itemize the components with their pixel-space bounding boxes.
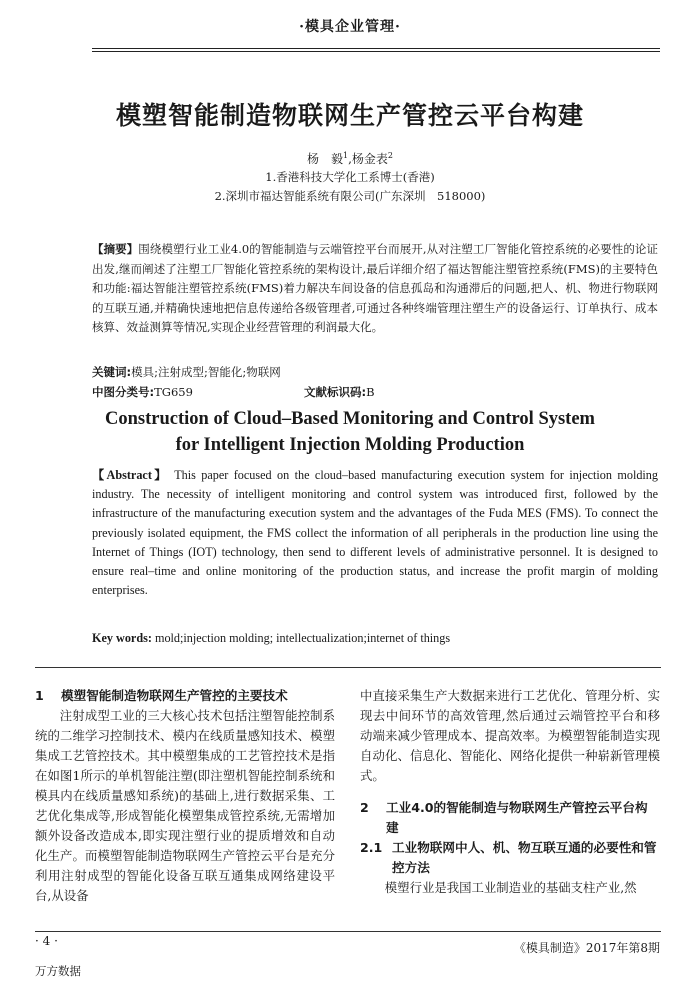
section-2-title: 工业4.0的智能制造与物联网生产管控云平台构建 [386, 800, 648, 835]
section-1-heading [35, 686, 335, 706]
section-1-paragraph-continued: 中直接采集生产大数据来进行工艺优化、管理分析、实现去中间环节的高效管理,然后通过云端管控平台和移动端来减少管理成本、提高效率。为模塑智能制造实现自动化、信息化、智能化、网络化提供一种崭新管理模式。 [360, 688, 660, 783]
abstract-en-text: This paper focused on the cloud–based manufacturing execution system for injection molding industry. The necessity of intelligent monitoring and control system was introduced first, followed by the infrastructure of the manufacturing execution system and the advantages of the Fuda MES (FMS). To connect the previously isolated equipment, the FMS collect the information of all peripherals in the production line using the Internet of Things (IOT) technology, then send to different levels of administrative personnel. It is designed to ensure real–time and online monitoring of the production status, and increase the profit margin of molding enterprises. [92, 468, 658, 598]
abstract-en [92, 466, 658, 600]
section-2-1-number: 2.1 [360, 840, 383, 855]
author-1: 杨 毅 [306, 152, 343, 166]
body-column-left [35, 686, 335, 906]
keywords-zh-label: 关键词: [92, 365, 132, 379]
author-2: 杨金表 [351, 152, 388, 166]
affiliation-1: 1.香港科技大学化工系博士(香港) [265, 170, 435, 184]
section-divider [35, 667, 661, 668]
section-1-title: 模塑智能制造物联网生产管控的主要技术 [61, 688, 288, 703]
keywords-en-label: Key words: [92, 631, 152, 645]
section-2-number: 2 [360, 800, 369, 815]
section-2-1-heading [360, 838, 660, 878]
author-line [0, 150, 700, 167]
journal-citation: 《模具制造》2017年第8期 [513, 941, 660, 955]
abstract-zh [92, 240, 658, 338]
paper-title-zh: 模塑智能制造物联网生产管控云平台构建 [115, 101, 584, 130]
keywords-en-text: mold;injection molding; intellectualization;internet of things [154, 631, 451, 645]
section-2-1-title: 工业物联网中人、机、物互联互通的必要性和管控方法 [392, 840, 657, 875]
page-number: · 4 · [35, 934, 58, 948]
keywords-zh [92, 364, 658, 380]
keywords-en [92, 631, 658, 646]
paper-title-en [60, 406, 640, 458]
author-1-marker: 1 [342, 151, 349, 160]
affiliation-2: 2.深圳市福达智能系统有限公司(广东深圳 518000) [214, 189, 486, 203]
section-2-1-paragraph: 模塑行业是我国工业制造业的基础支柱产业,然 [384, 880, 637, 895]
section-1-number: 1 [35, 688, 44, 703]
abstract-zh-label: 【摘要】 [92, 242, 139, 256]
header-rule [92, 48, 660, 52]
abstract-zh-text: 围绕模塑行业工业4.0的智能制造与云端管控平台而展开,从对注塑工厂智能化管控系统的必要性的论证出发,继而阐述了注塑工厂智能化管控系统的架构设计,最后详细介绍了福达智能注塑管控系统(FMS)的主要特色和功能:福达智能注塑管控系统(FMS)着力解决车间设备的信息孤岛和沟通滞后的问题,把人、机、物进行物联网的互联互通,并精确快速地把信息传递给各级管理者,可通过各种终端管理注塑生产的设备运行、订单执行、成本核算、效益测算等情况,实现企业经营管理的利润最大化。 [92, 242, 658, 335]
paper-title-en-line-2: for Intelligent Injection Molding Production [175, 435, 525, 455]
body-column-right [360, 686, 660, 898]
section-2-heading [360, 798, 660, 838]
keywords-zh-text: 模具;注射成型;智能化;物联网 [131, 365, 281, 379]
journal-section-header: ·模具企业管理· [299, 19, 401, 35]
author-separator: , [348, 152, 352, 166]
abstract-en-label: 【Abstract】 [92, 468, 169, 482]
footer-rule [35, 931, 661, 932]
classification-value: TG659 [154, 385, 193, 399]
doc-code-value: B [366, 385, 375, 399]
author-2-marker: 2 [387, 151, 394, 160]
watermark: 万方数据 [35, 964, 81, 978]
paper-title-en-line-1: Construction of Cloud–Based Monitoring and Control System [105, 409, 595, 429]
classification-label: 中图分类号: [92, 385, 155, 399]
doc-code-label: 文献标识码: [304, 385, 367, 399]
section-1-paragraph: 注射成型工业的三大核心技术包括注塑智能控制系统的二维学习控制技术、模内在线质量感知技术、模塑集成工艺管控技术。其中模塑集成的工艺管控技术是指在如图1所示的单机智能注塑(即注塑机智能控制系统和模具内在线质量感知系统)的基础上,进行数据采集、工艺优化集成等,形成智能化模塑集成管控系统,无需增加额外设备改造成本,即实现注塑行业的提质增效和自动化生产。而模塑智能制造物联网生产管控云平台是充分利用注射成型的智能化设备互联互通集成网络建设平台,从设备 [35, 708, 335, 903]
classification-line [92, 384, 658, 400]
